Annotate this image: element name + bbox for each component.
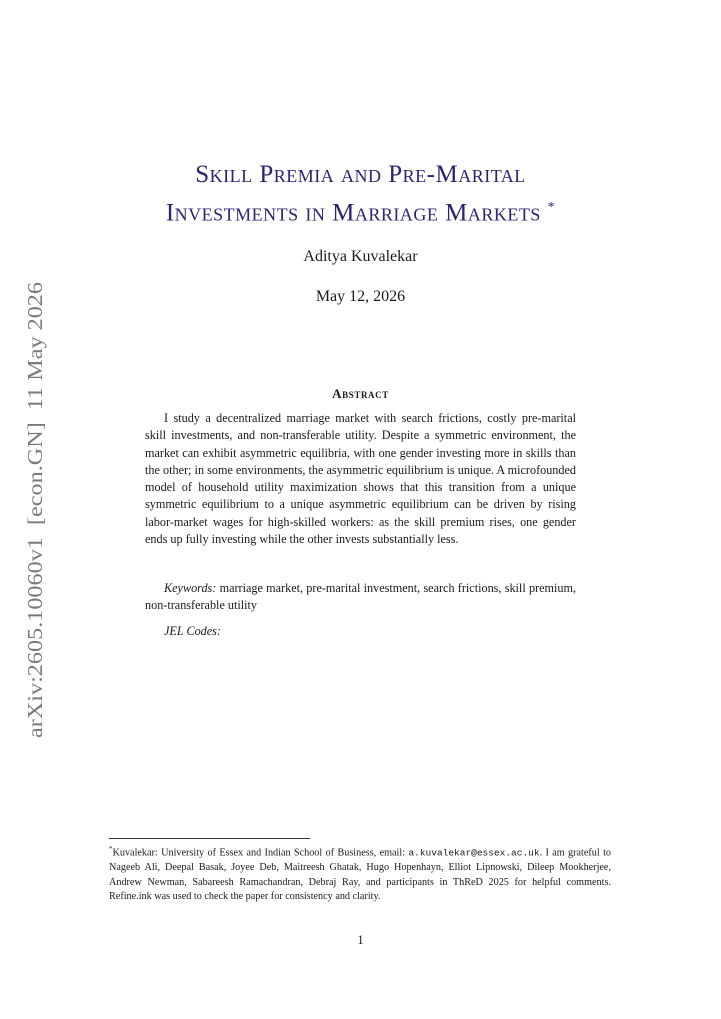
arxiv-identifier-stamp — [18, 280, 50, 740]
footnote-mark: * — [109, 845, 113, 853]
title-footnote — [109, 842, 611, 905]
abstract-body: I study a decentralized marriage market with search frictions, costly pre-marital skill investments, and non-transferable utility. Despite a symmetric environment, the market can exhibit asymmetric equilibria, with one gender investing more in skills than the other; in some environments, the asymmetric equilibrium is unique. A microfounded model of household utility maximization shows that this transition from a unique symmetric equilibrium to a unique asymmetric equilibrium can be driven by rising labor-market wages for high-skilled workers: as the skill premium rises, one gender ends up fully investing while the other invests substantially less. — [145, 411, 576, 547]
paper-date: May 12, 2026 — [315, 288, 406, 305]
footnote-affiliation: Kuvalekar: University of Essex and Indian School of Business, email: — [112, 847, 406, 859]
jel-codes-label: JEL Codes: — [164, 624, 221, 638]
paper-title-line-2 — [0, 191, 721, 229]
author-name: Aditya Kuvalekar — [303, 248, 418, 265]
footnote-email-link[interactable]: a.kuvalekar@essex.ac.uk — [408, 847, 540, 859]
page-number: 1 — [357, 933, 364, 947]
footnote-divider — [109, 838, 310, 839]
jel-codes-paragraph — [145, 623, 576, 640]
title-footnote-mark[interactable]: * — [547, 200, 556, 215]
title-line-1-text: Skill Premia and Pre-Marital — [195, 161, 526, 188]
arxiv-stamp-text: arXiv:2605.10060v1 [econ.GN] 11 May 2026 — [23, 342, 47, 738]
keywords-paragraph — [145, 580, 576, 615]
abstract-heading: Abstract — [332, 386, 389, 401]
title-line-2-text: Investments in Marriage Markets — [165, 199, 541, 227]
footnote-acknowledgements: . I am grateful to Nageeb Ali, Deepal Basak, Joyee Deb, Maitreesh Ghatak, Hugo Hopenhayn, Elliot Lipnowski, Dileep Mookherjee, Andrew Newman, Sabareesh Ramachandran, Debraj Ray, and participants in ThReD 2025 for helpful comments. Refine.ink was used to check the paper for consistency and clarity. — [109, 847, 612, 903]
keywords-label: Keywords: — [164, 581, 217, 595]
keywords-text: marriage market, pre-marital investment, search frictions, skill premium, non-transferable utility — [145, 581, 576, 613]
arxiv-stamp-svg — [18, 280, 50, 740]
paper-title-line-1 — [0, 158, 721, 191]
